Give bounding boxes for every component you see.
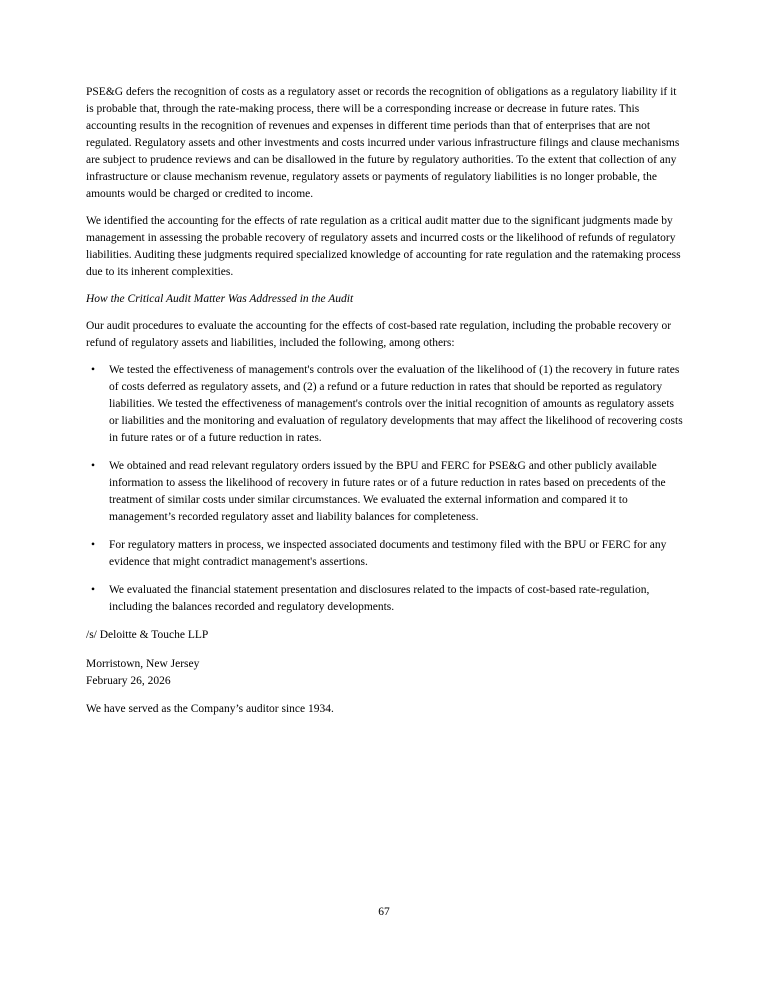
signature-date: February 26, 2026: [86, 675, 171, 687]
bullet-icon: •: [91, 584, 96, 596]
paragraph-audit-procedures-intro: Our audit procedures to evaluate the accounting for the effects of cost-based rate regulation, including the probable recovery or refund of regulatory assets and liabilities, included the following, among others:: [86, 320, 672, 349]
auditor-tenure-statement: We have served as the Company’s auditor since 1934.: [86, 703, 334, 715]
paragraph-regulatory-accounting: PSE&G defers the recognition of costs as a regulatory asset or records the recognition of obligations as a regulatory liability if it is probable that, through the rate-making process, there will be a corresponding increase or decrease in future rates. This accounting results in the recognition of revenues and expenses in different time periods than that of enterprises that are not regulated. Regulatory assets and other investments and costs incurred under various infrastructure filings and clause mechanisms are subject to prudence reviews and can be disallowed in the future by regulatory authorities. To the extent that collection of any infrastructure or clause mechanism revenue, regulatory assets or payments of regulatory liabilities is no longer probable, the amounts would be charged or credited to income.: [86, 86, 680, 200]
audit-procedures-list: [86, 362, 684, 616]
page-content: [86, 84, 684, 728]
signature-location-date: [86, 656, 684, 690]
signature-location: Morristown, New Jersey: [86, 658, 200, 670]
list-item-text: We evaluated the financial statement presentation and disclosures related to the impacts of cost-based rate-regulation, including the balances recorded and regulatory developments.: [109, 584, 650, 613]
list-item-text: For regulatory matters in process, we inspected associated documents and testimony filed with the BPU or FERC for any evidence that might contradict management's assertions.: [109, 539, 667, 568]
list-item: [86, 582, 684, 616]
bullet-icon: •: [91, 539, 96, 551]
heading-how-addressed-in-audit: How the Critical Audit Matter Was Addressed in the Audit: [86, 293, 354, 305]
list-item: [86, 458, 684, 526]
list-item: [86, 537, 684, 571]
bullet-icon: •: [91, 364, 96, 376]
list-item-text: We tested the effectiveness of management's controls over the evaluation of the likelihood of (1) the recovery in future rates of costs deferred as regulatory assets, and (2) a refund or a future reduction in rates that should be reported as regulatory liabilities. We tested the effectiveness of management's controls over the initial recognition of amounts as regulatory assets or liabilities and the monitoring and evaluation of regulatory developments that may affect the likelihood of recovering costs in future rates or of a future reduction in rates.: [109, 364, 683, 444]
list-item-text: We obtained and read relevant regulatory orders issued by the BPU and FERC for PSE&G and other publicly available information to assess the likelihood of recovery in future rates or of a future reduction in rates based on precedents of the treatment of similar costs under similar circumstances. We evaluated the external information and compared it to management’s recorded regulatory asset and liability balances for completeness.: [109, 460, 666, 523]
paragraph-critical-audit-matter: We identified the accounting for the effects of rate regulation as a critical audit matter due to the significant judgments made by management in assessing the probable recovery of regulatory assets and incurred costs or the likelihood of refunds of regulatory liabilities. Auditing these judgments required specialized knowledge of accounting for rate regulation and the ratemaking process due to its inherent complexities.: [86, 215, 681, 278]
bullet-icon: •: [91, 460, 96, 472]
auditor-signature: /s/ Deloitte & Touche LLP: [86, 629, 209, 641]
list-item: [86, 362, 684, 447]
page-number: 67: [378, 906, 390, 918]
